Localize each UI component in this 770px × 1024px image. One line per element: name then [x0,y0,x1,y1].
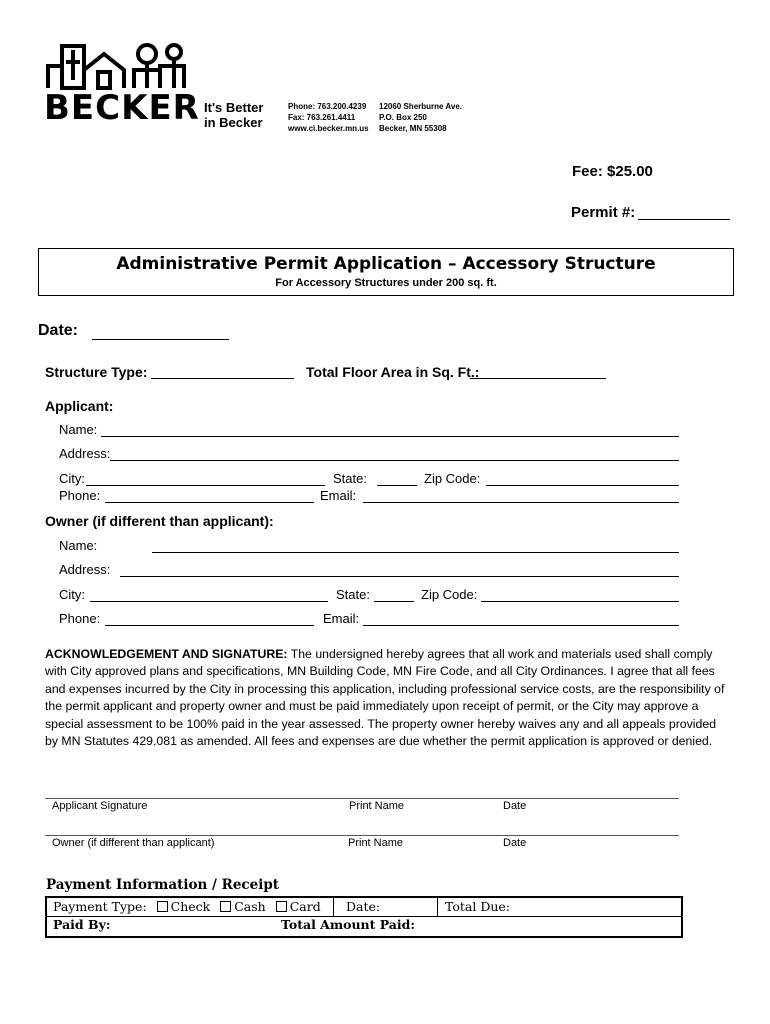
applicant-phone-label: Phone: [59,488,101,503]
applicant-address-label: Address: [59,446,111,461]
owner-date-label: Date [503,837,527,849]
payment-divider-1 [333,898,334,916]
owner-email-label: Email: [323,611,360,626]
owner-print-name-label: Print Name [348,837,404,849]
title-box [38,248,734,296]
structure-type-label: Structure Type: [45,364,148,380]
owner-name-field[interactable] [152,552,679,553]
payment-type-label: Payment Type: [53,899,147,914]
form-title: Administrative Permit Application – Accessory Structure [116,254,656,274]
owner-address-label: Address: [59,562,111,577]
paid-by-label: Paid By: [53,917,111,932]
cash-option-label: Cash [234,899,266,914]
contact-street: 12060 Sherburne Ave. [379,102,463,111]
payment-type-cell [53,899,321,914]
applicant-signature-label: Applicant Signature [52,800,148,812]
owner-signature-line[interactable] [45,835,679,836]
logo-tagline-2: in Becker [204,115,263,130]
check-option-label: Check [170,899,211,914]
date-label: Date: [38,322,79,339]
payment-divider-2 [437,898,438,916]
owner-city-field[interactable] [90,601,328,602]
applicant-zip-label: Zip Code: [424,471,481,486]
owner-heading: Owner (if different than applicant): [45,513,274,529]
applicant-address-field[interactable] [110,460,679,461]
card-option-label: Card [289,899,321,914]
applicant-heading: Applicant: [45,398,114,414]
owner-name-label: Name: [59,538,98,553]
owner-address-field[interactable] [120,576,679,577]
payment-row-1 [47,898,681,917]
applicant-phone-field[interactable] [105,502,314,503]
floor-area-field[interactable] [470,378,606,379]
acknowledgement-heading: ACKNOWLEDGEMENT AND SIGNATURE: [45,647,288,661]
logo-tagline-1: It's Better [204,100,264,115]
applicant-city-label: City: [59,471,85,486]
applicant-date-label: Date [503,800,527,812]
payment-receipt-box [45,896,683,938]
floor-area-label: Total Floor Area in Sq. Ft.: [306,364,480,380]
owner-email-field[interactable] [363,625,679,626]
owner-state-field[interactable] [374,601,414,602]
applicant-name-field[interactable] [101,436,679,437]
acknowledgement-paragraph [45,646,729,750]
acknowledgement-body: The undersigned hereby agrees that all work and materials used shall comply with City approved plans and specifications, MN Building Code, MN Fire Code, and all City Ordinances. I agree that all fees and expenses incurred by the City in processing this application, including professional service costs, are the responsibility of the permit applicant and property owner and must be paid immediately upon receipt of permit, or the City may approve a special assessment to be 100% paid in the year assessed. The property owner hereby waives any and all appeals provided by MN Statutes 429.081 as amended. All fees and expenses are due whether the permit application is approved or denied. [45,647,725,749]
contact-left [288,101,369,134]
applicant-zip-field[interactable] [486,485,679,486]
logo-tagline [204,100,263,130]
owner-zip-label: Zip Code: [421,587,478,602]
structure-type-field[interactable] [151,378,294,379]
contact-fax: Fax: 763.261.4411 [288,113,356,122]
becker-logo [44,40,200,132]
card-checkbox[interactable] [276,901,287,912]
applicant-email-field[interactable] [363,502,679,503]
owner-state-label: State: [336,587,370,602]
payment-date-label: Date: [346,899,381,914]
fee-label: Fee: $25.00 [572,163,653,180]
form-subtitle: For Accessory Structures under 200 sq. ft. [275,277,497,289]
payment-heading: Payment Information / Receipt [46,877,280,893]
owner-zip-field[interactable] [481,601,679,602]
total-due-label: Total Due: [445,899,511,914]
skyline-icon [44,40,194,90]
logo-wordmark: BECKER [44,88,200,128]
contact-right [379,101,462,134]
cash-checkbox[interactable] [220,901,231,912]
contact-web: www.ci.becker.mn.us [288,124,369,133]
applicant-city-field[interactable] [86,485,325,486]
owner-city-label: City: [59,587,85,602]
contact-city: Becker, MN 55308 [379,124,447,133]
applicant-email-label: Email: [320,488,357,503]
owner-signature-label: Owner (if different than applicant) [52,837,215,849]
contact-phone: Phone: 763.200.4239 [288,102,367,111]
applicant-print-name-label: Print Name [349,800,405,812]
date-field[interactable] [92,339,229,340]
applicant-state-field[interactable] [377,485,417,486]
total-paid-label: Total Amount Paid: [281,917,416,932]
owner-phone-field[interactable] [105,625,314,626]
applicant-signature-line[interactable] [45,798,679,799]
check-checkbox[interactable] [157,901,168,912]
applicant-state-label: State: [333,471,367,486]
applicant-name-label: Name: [59,422,98,437]
owner-phone-label: Phone: [59,611,101,626]
permit-number-field[interactable] [638,219,730,220]
permit-label: Permit #: [571,204,636,221]
contact-pobox: P.O. Box 250 [379,113,427,122]
